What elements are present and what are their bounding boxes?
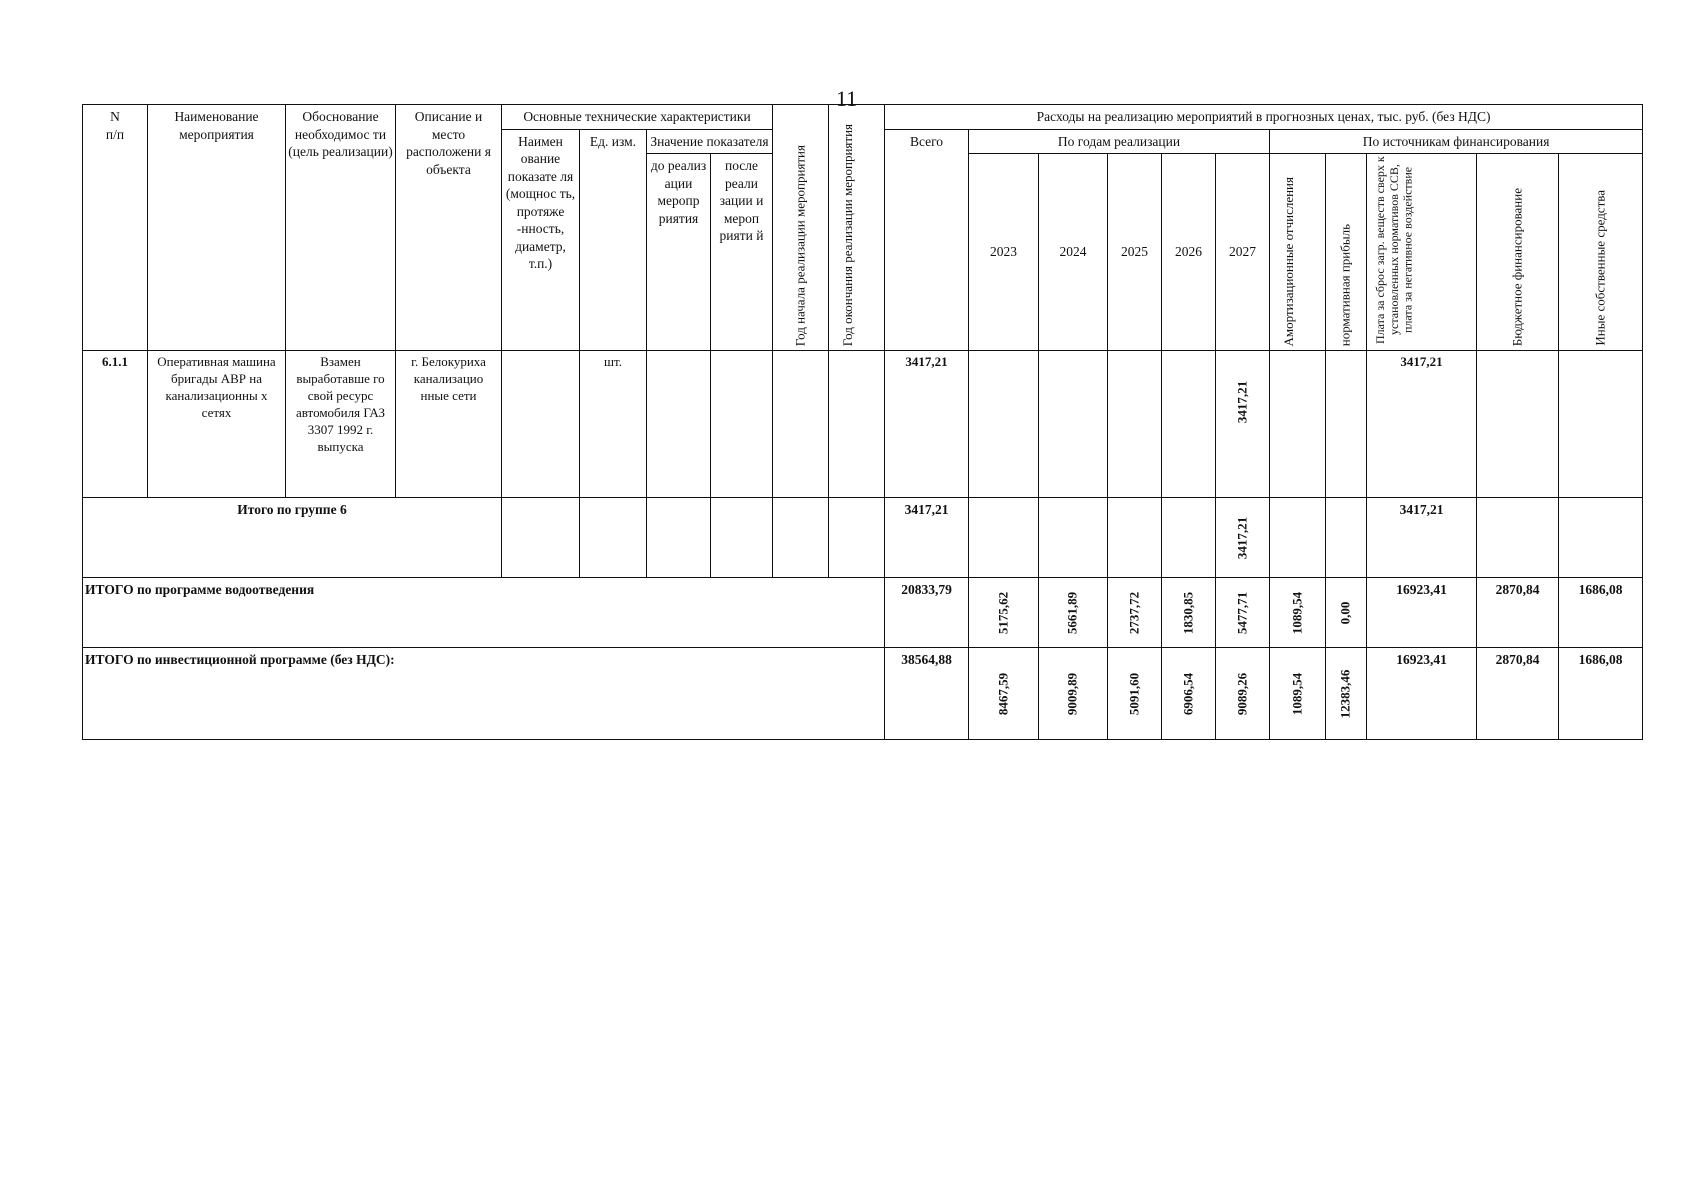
group6-fee: 3417,21 [1367,498,1477,578]
invest-amort: 1089,54 [1270,648,1326,740]
header-tech-after: после реали зации и мероп рияти й [711,154,773,351]
header-tech-name: Наимен ование показате ля (мощнос ть, протяже -нность, диаметр, т.п.) [502,129,580,351]
header-year-end: Год окончания реализации мероприятия [829,105,885,351]
header-year-2023: 2023 [969,154,1039,351]
header-tech-value: Значение показателя [647,129,773,154]
drainage-budget: 2870,84 [1477,578,1559,648]
table-row [83,648,1643,740]
header-total: Всего [885,129,969,351]
drainage-amort: 1089,54 [1270,578,1326,648]
invest-2027: 9089,26 [1216,648,1270,740]
header-year-2026: 2026 [1162,154,1216,351]
drainage-label: ИТОГО по программе водоотведения [83,578,885,648]
drainage-2024: 5661,89 [1039,578,1108,648]
invest-other: 1686,08 [1559,648,1643,740]
row-year-start [773,351,829,498]
invest-label: ИТОГО по инвестиционной программе (без НДС): [83,648,885,740]
drainage-2023: 5175,62 [969,578,1039,648]
row-after [711,351,773,498]
row-2027: 3417,21 [1216,351,1270,498]
row-unit: шт. [580,351,647,498]
group6-2027: 3417,21 [1216,498,1270,578]
table-row [83,498,1643,578]
header-costs-group: Расходы на реализацию мероприятий в прогнозных ценах, тыс. руб. (без НДС) [885,105,1643,130]
row-year-end [829,351,885,498]
drainage-profit: 0,00 [1326,578,1367,648]
header-source-fee: Плата за сброс загр. веществ сверх к установленных нормативов ССВ, плата за негативное воздействие [1367,154,1477,351]
row-fee: 3417,21 [1367,351,1477,498]
header-tech-unit: Ед. изм. [580,129,647,351]
row-total: 3417,21 [885,351,969,498]
invest-2024: 9009,89 [1039,648,1108,740]
header-source-budget: Бюджетное финансирование [1477,154,1559,351]
drainage-fee: 16923,41 [1367,578,1477,648]
header-name: Наименование мероприятия [148,105,286,351]
row-description: г. Белокуриха канализацио нные сети [396,351,502,498]
header-year-2024: 2024 [1039,154,1108,351]
drainage-2025: 2737,72 [1108,578,1162,648]
row-justification: Взамен выработавше го свой ресурс автомобиля ГАЗ 3307 1992 г. выпуска [286,351,396,498]
invest-2026: 6906,54 [1162,648,1216,740]
table-row [83,578,1643,648]
header-num: N п/п [83,105,148,351]
header-tech-before: до реализ ации меропр риятия [647,154,711,351]
investment-program-table [82,104,1643,740]
row-num: 6.1.1 [83,351,148,498]
drainage-2027: 5477,71 [1216,578,1270,648]
header-justification: Обоснование необходимос ти (цель реализации) [286,105,396,351]
group6-total: 3417,21 [885,498,969,578]
header-by-sources: По источникам финансирования [1270,129,1643,154]
invest-fee: 16923,41 [1367,648,1477,740]
invest-budget: 2870,84 [1477,648,1559,740]
header-source-other: Иные собственные средства [1559,154,1643,351]
group6-label: Итого по группе 6 [83,498,502,578]
header-year-2027: 2027 [1216,154,1270,351]
invest-profit: 12383,46 [1326,648,1367,740]
header-description: Описание и место расположени я объекта [396,105,502,351]
header-year-2025: 2025 [1108,154,1162,351]
invest-2023: 8467,59 [969,648,1039,740]
header-source-profit: нормативная прибыль [1326,154,1367,351]
header-source-amortization: Амортизационные отчисления [1270,154,1326,351]
table-row [83,351,1643,498]
row-name: Оперативная машина бригады АВР на канализационны х сетях [148,351,286,498]
row-tech-name [502,351,580,498]
drainage-other: 1686,08 [1559,578,1643,648]
drainage-2026: 1830,85 [1162,578,1216,648]
invest-total: 38564,88 [885,648,969,740]
page-number: 11 [836,86,858,111]
invest-2025: 5091,60 [1108,648,1162,740]
header-year-start: Год начала реализации мероприятия [773,105,829,351]
drainage-total: 20833,79 [885,578,969,648]
header-by-years: По годам реализации [969,129,1270,154]
header-tech-group: Основные технические характеристики [502,105,773,130]
row-before [647,351,711,498]
